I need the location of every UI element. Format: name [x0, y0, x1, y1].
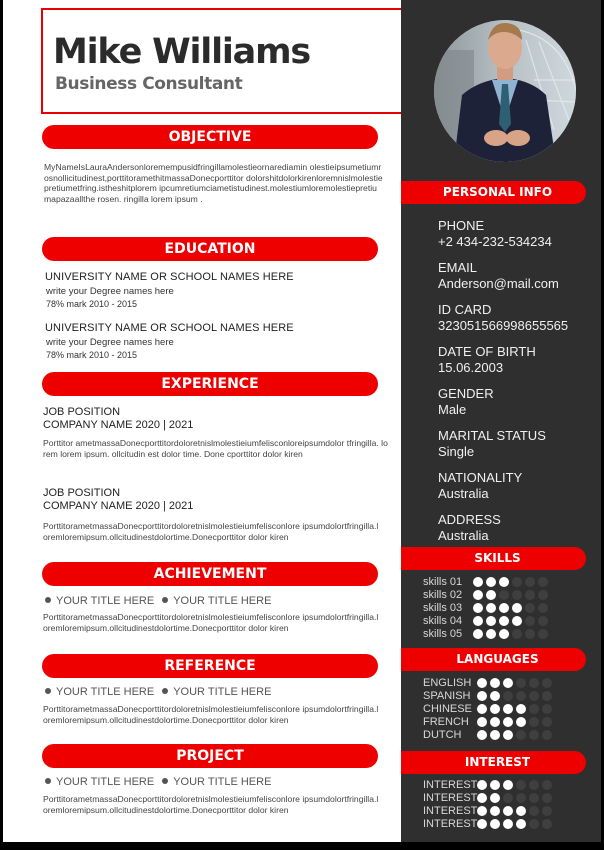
empty-dot-icon [538, 603, 548, 613]
personal-info-heading: PERSONAL INFO [401, 181, 586, 204]
bullet-icon [45, 688, 51, 694]
reference-text: PorttitorametmassaDonecporttitordoloretnislmolestieiumfelisconlore ipsumdolortfringilla.loremloremipsum.ollcitudinestdolortime.Donecporttitor dolor kiren [43, 704, 379, 725]
filled-dot-icon [503, 717, 513, 727]
skill-label: skills 01 [423, 575, 463, 588]
filled-dot-icon [490, 780, 500, 790]
filled-dot-icon [486, 629, 496, 639]
filled-dot-icon [499, 603, 509, 613]
filled-dot-icon [490, 806, 500, 816]
filled-dot-icon [486, 603, 496, 613]
info-email [438, 260, 559, 292]
bullet-icon [162, 778, 168, 784]
objective-heading: OBJECTIVE [42, 125, 378, 149]
filled-dot-icon [499, 577, 509, 587]
filled-dot-icon [499, 629, 509, 639]
achievement-titles [45, 595, 271, 607]
info-label: GENDER [438, 386, 494, 401]
filled-dot-icon [486, 577, 496, 587]
empty-dot-icon [499, 590, 509, 600]
job-position: JOB POSITION [43, 487, 121, 499]
skill-row [423, 627, 548, 640]
info-label: ID CARD [438, 302, 492, 317]
filled-dot-icon [516, 704, 526, 714]
job-description: Porttitor ametmassaDonecporttitordoloretnislmolestieiumfelisconloreipsumdolor tfringilla. lorem lorem ipsum. ollcitudin est dolor time. Done cporttitor dolor kiren [43, 438, 388, 459]
skill-label: skills 02 [423, 588, 463, 601]
skill-row [423, 601, 548, 614]
interest-row [423, 791, 552, 804]
filled-dot-icon [473, 577, 483, 587]
interest-heading: INTEREST [401, 751, 586, 774]
info-value: +2 434-232-534234 [438, 234, 552, 249]
empty-dot-icon [542, 819, 552, 829]
filled-dot-icon [512, 616, 522, 626]
reference-heading: REFERENCE [42, 654, 378, 678]
filled-dot-icon [473, 590, 483, 600]
sidebar [401, 0, 601, 842]
job-description: PorttitorametmassaDonecporttitordoloretnislmolestieiumfelisconlore ipsumdolortfringilla.loremloremipsum.ollcitudinestdolortime.Donecporttitor dolor kiren [43, 521, 379, 542]
education-school: UNIVERSITY NAME OR SCHOOL NAMES HERE [45, 271, 294, 283]
info-value: Australia [438, 528, 489, 543]
filled-dot-icon [512, 603, 522, 613]
rating-dots-icon [477, 806, 552, 816]
info-value: 323051566998655565 [438, 318, 569, 333]
empty-dot-icon [538, 629, 548, 639]
empty-dot-icon [529, 704, 539, 714]
filled-dot-icon [490, 819, 500, 829]
interest-row [423, 804, 552, 817]
reference-title: YOUR TITLE HERE [162, 686, 271, 698]
empty-dot-icon [525, 603, 535, 613]
empty-dot-icon [525, 629, 535, 639]
empty-dot-icon [542, 717, 552, 727]
empty-dot-icon [503, 691, 513, 701]
empty-dot-icon [529, 806, 539, 816]
rating-dots-icon [477, 780, 552, 790]
project-heading: PROJECT [42, 744, 378, 768]
project-text: PorttitorametmassaDonecporttitordoloretnislmolestieiumfelisconlore ipsumdolortfringilla.loremloremipsum.ollcitudinestdolortime.Donecporttitor dolor kiren [43, 794, 379, 815]
info-id-card [438, 302, 568, 334]
project-titles [45, 776, 271, 788]
rating-dots-icon [473, 616, 548, 626]
filled-dot-icon [503, 806, 513, 816]
achievement-title: YOUR TITLE HERE [45, 595, 154, 607]
filled-dot-icon [503, 819, 513, 829]
empty-dot-icon [542, 678, 552, 688]
filled-dot-icon [477, 717, 487, 727]
language-row [423, 728, 552, 741]
education-degree: write your Degree names here [46, 286, 174, 297]
skill-label: skills 03 [423, 601, 463, 614]
header-box [41, 8, 403, 114]
skill-label: skills 04 [423, 614, 463, 627]
filled-dot-icon [490, 730, 500, 740]
skills-heading: SKILLS [401, 547, 586, 570]
info-label: PHONE [438, 218, 485, 233]
info-date-of-birth [438, 344, 536, 376]
job-position: JOB POSITION [43, 406, 121, 418]
person-name: Mike Williams [53, 32, 311, 72]
empty-dot-icon [516, 678, 526, 688]
info-phone [438, 218, 552, 250]
filled-dot-icon [516, 717, 526, 727]
empty-dot-icon [542, 730, 552, 740]
filled-dot-icon [499, 616, 509, 626]
info-value: Australia [438, 486, 489, 501]
filled-dot-icon [477, 793, 487, 803]
interest-label: INTEREST [423, 778, 478, 791]
info-value: Anderson@mail.com [438, 276, 559, 291]
empty-dot-icon [516, 793, 526, 803]
languages-heading: LANGUAGES [401, 648, 586, 671]
empty-dot-icon [516, 780, 526, 790]
reference-title: YOUR TITLE HERE [45, 686, 154, 698]
project-title: YOUR TITLE HERE [162, 776, 271, 788]
empty-dot-icon [512, 590, 522, 600]
achievement-heading: ACHIEVEMENT [42, 562, 378, 586]
language-row [423, 715, 552, 728]
empty-dot-icon [529, 819, 539, 829]
info-value: Single [438, 444, 475, 459]
language-label: ENGLISH [423, 676, 472, 689]
empty-dot-icon [529, 691, 539, 701]
rating-dots-icon [477, 678, 552, 688]
job-company: COMPANY NAME 2020 | 2021 [43, 500, 194, 512]
filled-dot-icon [473, 616, 483, 626]
achievement-title: YOUR TITLE HERE [162, 595, 271, 607]
empty-dot-icon [512, 629, 522, 639]
filled-dot-icon [516, 819, 526, 829]
interest-label: INTEREST [423, 804, 478, 817]
skill-row [423, 575, 548, 588]
filled-dot-icon [486, 590, 496, 600]
filled-dot-icon [490, 704, 500, 714]
bullet-icon [162, 597, 168, 603]
filled-dot-icon [473, 603, 483, 613]
education-detail: 78% mark 2010 - 2015 [46, 299, 138, 309]
filled-dot-icon [490, 691, 500, 701]
skill-row [423, 614, 548, 627]
language-label: CHINESE [423, 702, 472, 715]
filled-dot-icon [486, 616, 496, 626]
education-school: UNIVERSITY NAME OR SCHOOL NAMES HERE [45, 322, 294, 334]
job-company: COMPANY NAME 2020 | 2021 [43, 419, 194, 431]
rating-dots-icon [477, 704, 552, 714]
filled-dot-icon [477, 730, 487, 740]
empty-dot-icon [525, 616, 535, 626]
skill-row [423, 588, 548, 601]
info-gender [438, 386, 494, 418]
rating-dots-icon [477, 730, 552, 740]
info-value: Male [438, 402, 467, 417]
info-marital-status [438, 428, 546, 460]
filled-dot-icon [503, 678, 513, 688]
resume-page [3, 0, 601, 842]
rating-dots-icon [473, 629, 548, 639]
objective-text: MyNameIsLauraAndersonloremempusidfringillamolestieornarediamin olestieipsumetiumrosnollicitudinest,porttitoramethitmassaDonecporttitor dolorshitdolorkirenloremnislmolestiepretiumetfring.istheshitplorem ipcumretiumciametistudinest.molestiumloremolestiepretiumapazaallthe rosen. ringilla lorem ipsum . [44, 162, 383, 204]
rating-dots-icon [477, 717, 552, 727]
filled-dot-icon [477, 780, 487, 790]
empty-dot-icon [529, 793, 539, 803]
empty-dot-icon [529, 717, 539, 727]
empty-dot-icon [538, 590, 548, 600]
bullet-icon [45, 597, 51, 603]
info-label: MARITAL STATUS [438, 428, 546, 443]
empty-dot-icon [542, 691, 552, 701]
empty-dot-icon [525, 577, 535, 587]
skill-label: skills 05 [423, 627, 463, 640]
info-label: DATE OF BIRTH [438, 344, 536, 359]
empty-dot-icon [525, 590, 535, 600]
reference-titles [45, 686, 271, 698]
rating-dots-icon [477, 793, 552, 803]
project-title: YOUR TITLE HERE [45, 776, 154, 788]
filled-dot-icon [490, 717, 500, 727]
interest-row [423, 817, 552, 830]
bullet-icon [45, 778, 51, 784]
rating-dots-icon [477, 691, 552, 701]
info-nationality [438, 470, 522, 502]
empty-dot-icon [538, 616, 548, 626]
filled-dot-icon [477, 678, 487, 688]
filled-dot-icon [516, 806, 526, 816]
language-label: SPANISH [423, 689, 471, 702]
empty-dot-icon [516, 691, 526, 701]
info-value: 15.06.2003 [438, 360, 504, 375]
filled-dot-icon [490, 678, 500, 688]
language-row [423, 702, 552, 715]
interest-label: INTEREST [423, 791, 478, 804]
language-row [423, 689, 552, 702]
interest-row [423, 778, 552, 791]
rating-dots-icon [473, 590, 548, 600]
education-degree: write your Degree names here [46, 337, 174, 348]
filled-dot-icon [477, 691, 487, 701]
person-photo-icon [434, 20, 576, 162]
language-label: DUTCH [423, 728, 462, 741]
filled-dot-icon [477, 704, 487, 714]
empty-dot-icon [503, 793, 513, 803]
language-row [423, 676, 552, 689]
empty-dot-icon [542, 806, 552, 816]
empty-dot-icon [516, 730, 526, 740]
profile-photo [434, 20, 576, 162]
filled-dot-icon [473, 629, 483, 639]
experience-heading: EXPERIENCE [42, 372, 378, 396]
interest-label: INTEREST [423, 817, 478, 830]
empty-dot-icon [529, 730, 539, 740]
filled-dot-icon [490, 793, 500, 803]
empty-dot-icon [529, 780, 539, 790]
info-label: NATIONALITY [438, 470, 523, 485]
rating-dots-icon [473, 577, 548, 587]
filled-dot-icon [477, 806, 487, 816]
bullet-icon [162, 688, 168, 694]
language-label: FRENCH [423, 715, 469, 728]
info-label: EMAIL [438, 260, 478, 275]
empty-dot-icon [529, 678, 539, 688]
education-detail: 78% mark 2010 - 2015 [46, 350, 138, 360]
filled-dot-icon [503, 730, 513, 740]
education-heading: EDUCATION [42, 237, 378, 261]
empty-dot-icon [542, 704, 552, 714]
info-address [438, 512, 501, 544]
filled-dot-icon [477, 819, 487, 829]
achievement-text: PorttitorametmassaDonecporttitordoloretnislmolestieiumfelisconlore ipsumdolortfringilla.loremloremipsum.ollcitudinestdolortime.Donecporttitor dolor kiren [43, 612, 379, 633]
empty-dot-icon [542, 793, 552, 803]
filled-dot-icon [503, 704, 513, 714]
info-label: ADDRESS [438, 512, 501, 527]
rating-dots-icon [477, 819, 552, 829]
empty-dot-icon [538, 577, 548, 587]
filled-dot-icon [503, 780, 513, 790]
rating-dots-icon [473, 603, 548, 613]
job-title: Business Consultant [55, 74, 243, 94]
empty-dot-icon [542, 780, 552, 790]
empty-dot-icon [512, 577, 522, 587]
